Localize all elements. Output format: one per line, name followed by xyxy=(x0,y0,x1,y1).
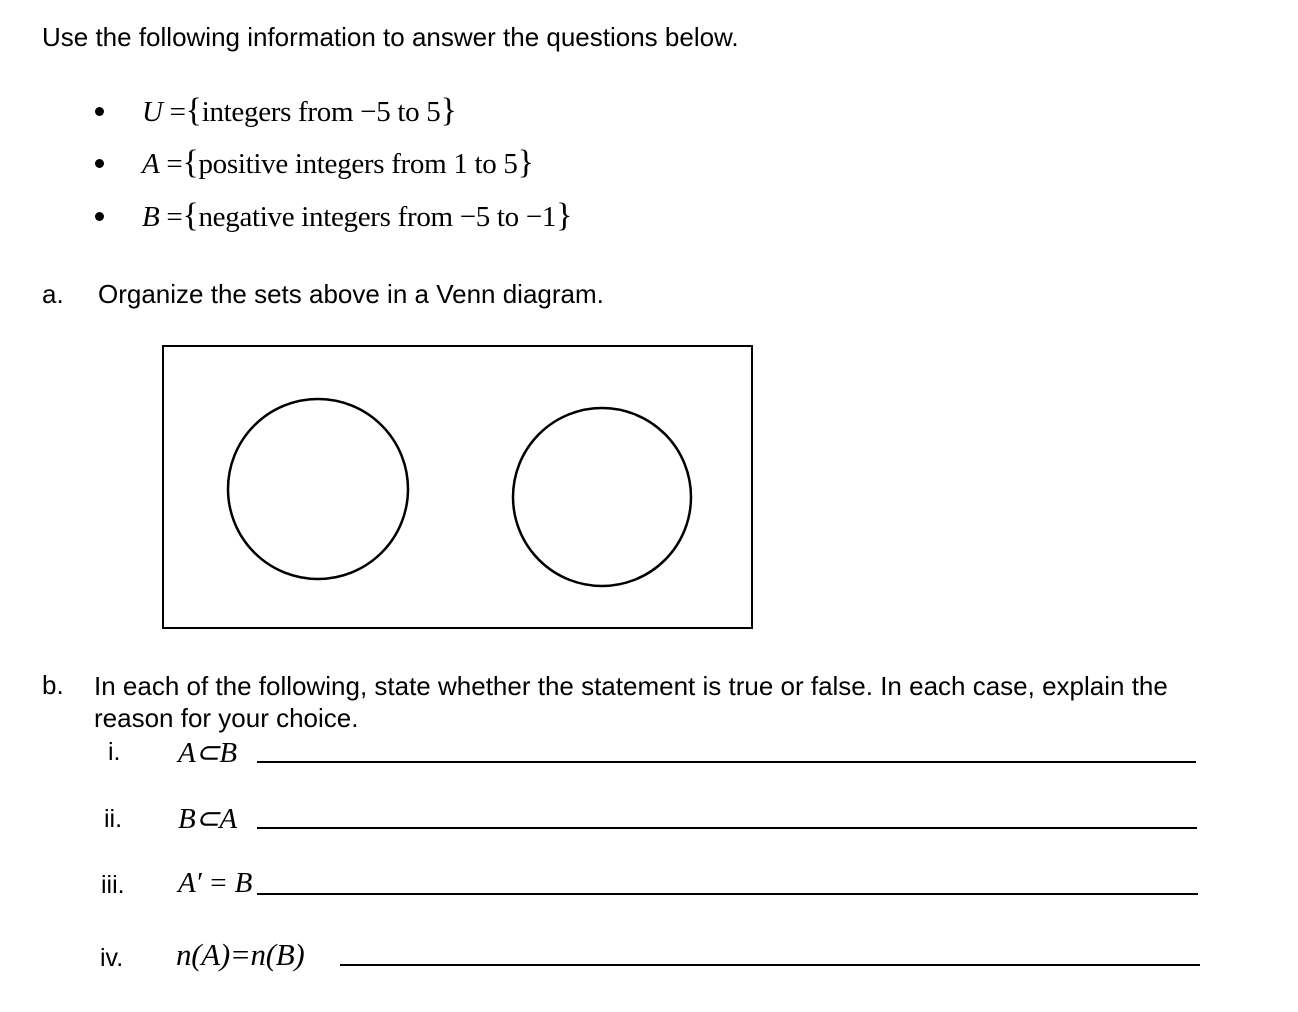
venn-circle-a xyxy=(228,399,408,579)
part-a-text: Organize the sets above in a Venn diagram. xyxy=(98,279,604,309)
answer-line[interactable] xyxy=(340,964,1200,966)
set-definition-a xyxy=(142,144,534,182)
item-numeral: ii. xyxy=(104,805,123,833)
venn-circle-b xyxy=(513,408,691,586)
close-brace: } xyxy=(556,197,573,234)
item-numeral: iii. xyxy=(101,871,125,899)
equals-sign: = xyxy=(166,201,183,233)
answer-line[interactable] xyxy=(257,827,1197,829)
part-b-label: b. xyxy=(42,670,64,700)
open-brace: { xyxy=(185,92,202,129)
part-a-label: a. xyxy=(42,279,64,309)
answer-line[interactable] xyxy=(257,893,1198,895)
bullet-icon xyxy=(95,159,104,168)
venn-diagram xyxy=(164,347,755,631)
item-numeral: iv. xyxy=(100,944,124,972)
part-b-text: In each of the following, state whether the statement is true or false. In each case, explain the reason for your choice. xyxy=(94,671,1168,733)
set-description: negative integers from −5 to −1 xyxy=(198,201,557,233)
equals-open-brace: = xyxy=(169,96,186,128)
intro-text: Use the following information to answer the questions below. xyxy=(42,22,739,52)
set-definition-b xyxy=(142,197,572,235)
item-statement: A′ = B xyxy=(178,867,253,899)
venn-diagram-universal-set xyxy=(162,345,753,629)
open-brace: { xyxy=(182,197,199,234)
set-name: A xyxy=(142,148,160,180)
close-brace: } xyxy=(440,92,457,129)
item-statement: n(A)=n(B) xyxy=(176,937,305,972)
item-statement: A⊂B xyxy=(178,737,237,769)
close-brace: } xyxy=(517,144,534,181)
set-name: B xyxy=(142,201,160,233)
equals-sign: = xyxy=(166,148,183,180)
answer-line[interactable] xyxy=(257,761,1196,763)
open-brace: { xyxy=(182,144,199,181)
bullet-icon xyxy=(95,212,104,221)
bullet-icon xyxy=(95,107,104,116)
set-definition-u xyxy=(142,92,457,130)
set-description: positive integers from 1 to 5 xyxy=(198,148,518,180)
item-statement: B⊂A xyxy=(178,803,237,835)
set-name: U xyxy=(142,96,163,128)
item-numeral: i. xyxy=(108,738,121,766)
set-description: integers from −5 to 5 xyxy=(201,96,441,128)
